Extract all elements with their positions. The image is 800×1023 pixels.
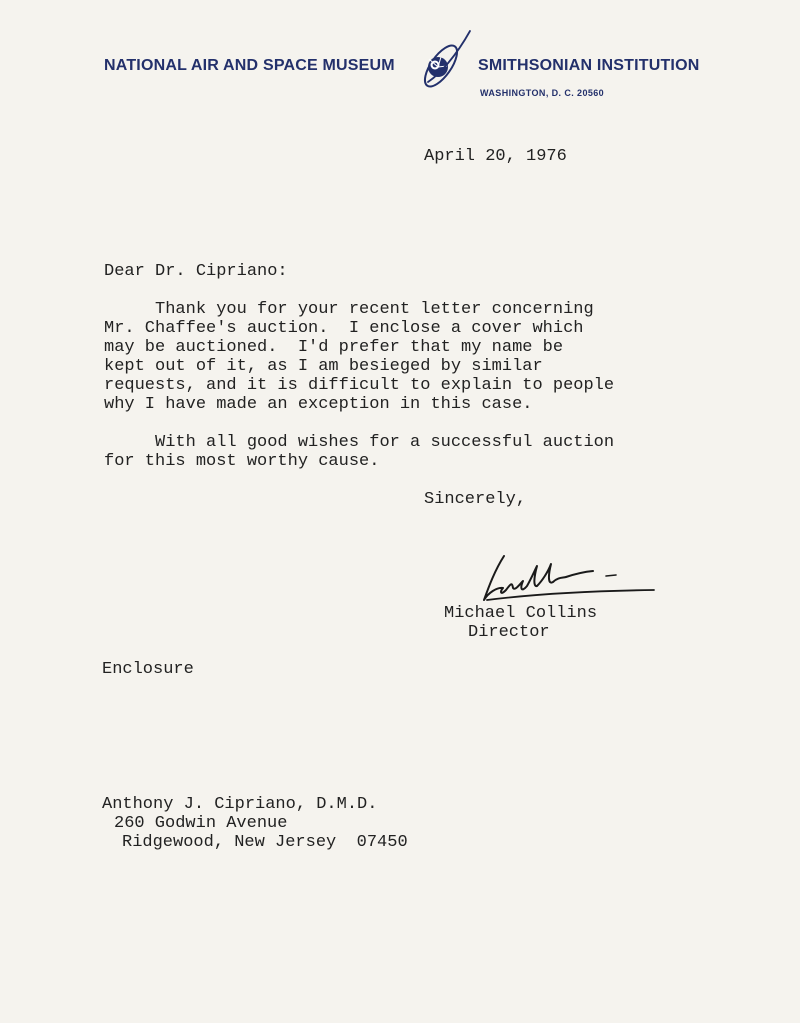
handwritten-signature-icon (462, 548, 670, 610)
salutation: Dear Dr. Cipriano: (104, 262, 288, 281)
letter-date: April 20, 1976 (424, 147, 567, 166)
recipient-name: Anthony J. Cipriano, D.M.D. (102, 795, 378, 814)
paragraph-line: Thank you for your recent letter concerning (104, 300, 594, 319)
paragraph-line: With all good wishes for a successful auction (104, 433, 615, 452)
paragraph-line: kept out of it, as I am besieged by similar (104, 357, 543, 376)
signer-title: Director (468, 623, 550, 642)
paragraph-line: why I have made an exception in this case. (104, 395, 533, 414)
paragraph-line: requests, and it is difficult to explain to people (104, 376, 615, 395)
recipient-city: Ridgewood, New Jersey 07450 (122, 833, 408, 852)
museum-name: NATIONAL AIR AND SPACE MUSEUM (104, 57, 395, 74)
institution-name: SMITHSONIAN INSTITUTION (478, 57, 700, 74)
institution-address: WASHINGTON, D. C. 20560 (480, 88, 605, 98)
recipient-street: 260 Godwin Avenue (114, 814, 288, 833)
paragraph-line: Mr. Chaffee's auction. I enclose a cover which (104, 319, 584, 338)
paragraph-line: for this most worthy cause. (104, 452, 380, 471)
closing: Sincerely, (424, 490, 527, 509)
signer-name: Michael Collins (444, 604, 598, 623)
enclosure-note: Enclosure (102, 660, 194, 679)
paragraph-line: may be auctioned. I'd prefer that my name be (104, 338, 564, 357)
smithsonian-sun-orbit-logo-icon (414, 28, 474, 92)
